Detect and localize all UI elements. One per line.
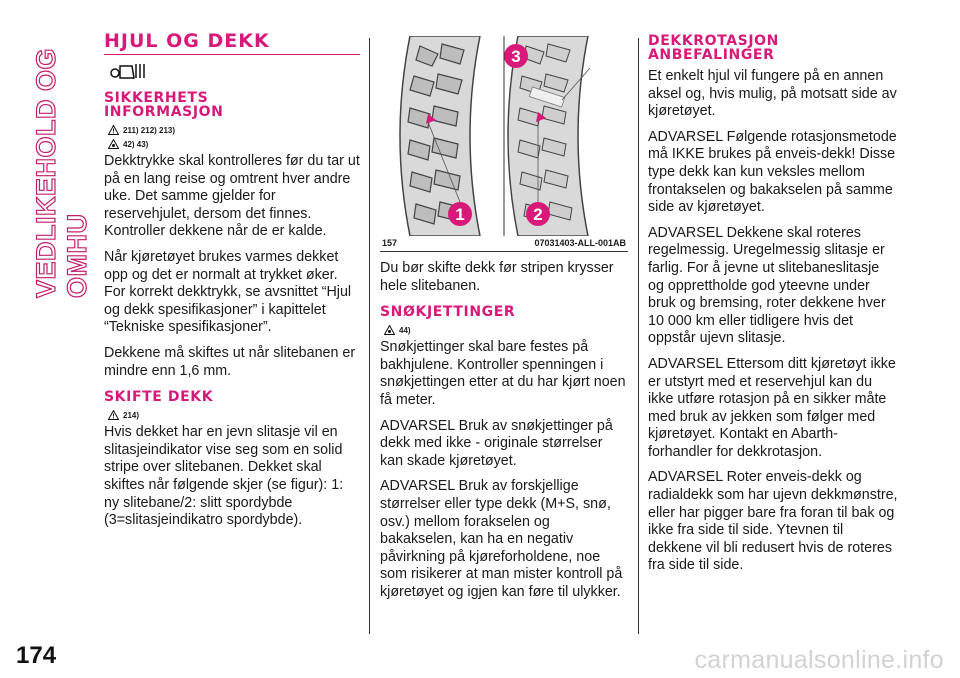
warning-reference: 214)	[108, 410, 360, 420]
callout-2	[526, 202, 550, 226]
sidebar-chapter-title: VEDLIKEHOLD OG OMHU	[31, 47, 92, 298]
body-text: ADVARSEL Følgende rotasjonsmetode må IKKE brukes på enveis-dekk! Disse type dekk kan kun veksles mellom frontakselen og bakakselen på samme side av kjøretøyet.	[648, 128, 897, 216]
body-text: Når kjøretøyet brukes varmes dekket opp og det er normalt at trykket øker. For korrekt dekktrykk, se avsnittet “Hjul og dekk spesifikasjoner” i kapittelet “Tekniske spesifikasjoner”.	[104, 248, 352, 336]
wheel-tire-icon	[108, 60, 360, 85]
page-number: 174	[16, 642, 57, 669]
column-divider	[369, 38, 370, 634]
snow-chains-heading: SNØKJETTINGER	[380, 304, 516, 321]
caution-hand-icon	[384, 325, 395, 335]
rotation-heading: DEKKROTASJON ANBEFALINGER	[648, 33, 779, 63]
body-text: ADVARSEL Dekkene skal roteres regelmessig. Uregelmessig slitasje er farlig. For å jevne ut slitebaneslitasje og opprettholde god yteevne under bruk og bremsing, roter dekkene hver 10 000 km eller tidligere hvis det oppstår ujevn slitasje.	[648, 224, 886, 347]
warning-triangle-icon	[108, 125, 119, 135]
figure-caption	[380, 236, 628, 252]
callout-1	[448, 202, 472, 226]
figure-number: 157	[382, 238, 398, 248]
caution-hand-icon	[108, 139, 119, 149]
body-text: ADVARSEL Roter enveis-dekk og radialdekk som har ujevn dekkmønstre, eller har pigger bare fra foran til bak og ikke fra side til side. Ytevnen til dekkene vil bli redusert hvis de roteres fra side til side.	[648, 469, 898, 574]
column-divider	[638, 38, 639, 634]
watermark: carmanualsonline.info	[694, 646, 944, 674]
body-text: ADVARSEL Bruk av forskjellige størrelser eller type dekk (M+S, snø, osv.) mellom forakselen og bakakselen, kan ha en negativ påvirkning på kjøreforholdene, noe som risikerer at man mister kontroll på kjøretøyet og igjen kan føre til ulykker.	[380, 478, 623, 600]
warning-triangle-icon	[108, 410, 119, 420]
svg-text:2: 2	[533, 205, 543, 224]
body-text: ADVARSEL Bruk av snøkjettinger på dekk med ikke - originale størrelser kan skade kjøretøyet.	[380, 417, 613, 469]
section-title: HJUL OG DEKK	[104, 30, 360, 55]
warning-reference: 211) 212) 213)	[108, 125, 360, 135]
svg-text:1: 1	[455, 205, 465, 224]
body-text: Dekktrykke skal kontrolleres før du tar ut på en lang reise og omtrent hver andre uke. Det samme gjelder for reservehjulet, dersom det finnes. Kontroller dekkene når de er kalde.	[104, 153, 360, 240]
figure-code: 07031403-ALL-001AB	[534, 238, 626, 248]
body-text: Dekkene må skiftes ut når slitebanen er mindre enn 1,6 mm.	[104, 344, 356, 379]
body-text: Snøkjettinger skal bare festes på bakhjulene. Kontroller spenningen i snøkjettingen etter at du har kjørt noen få meter.	[380, 339, 626, 408]
caution-reference: 42) 43)	[108, 139, 360, 149]
callout-3	[504, 44, 528, 68]
column-2	[380, 36, 628, 610]
column-3	[648, 34, 898, 583]
body-text: Et enkelt hjul vil fungere på en annen aksel og, hvis mulig, på motsatt side av kjøretøyet.	[648, 68, 897, 120]
safety-heading: SIKKERHETS INFORMASJON	[104, 90, 224, 120]
change-tire-heading: SKIFTE DEKK	[104, 389, 214, 406]
body-text: ADVARSEL Ettersom ditt kjøretøyt ikke er utstyrt med et reservehjul kan du ikke utføre rotasjon på en sikker måte med bruk av jekken som følger med kjøretøyet. Kontakt en Abarth-forhandler for dekkrotasjon.	[648, 355, 896, 460]
svg-text:3: 3	[511, 47, 521, 66]
tire-wear-figure	[380, 36, 628, 236]
body-text: Du bør skifte dekk før stripen krysser hele slitebanen.	[380, 260, 614, 294]
caution-reference: 44)	[384, 325, 628, 335]
body-text: Hvis dekket har en jevn slitasje vil en slitasjeindikator vise seg som en solid stripe over slitebanen. Dekket skal skiftes når følgende skjer (se figur): 1: ny slitebane/2: slitt spordybde (3=slitasjeindikatro spordybde).	[104, 424, 344, 529]
column-1	[104, 30, 360, 538]
